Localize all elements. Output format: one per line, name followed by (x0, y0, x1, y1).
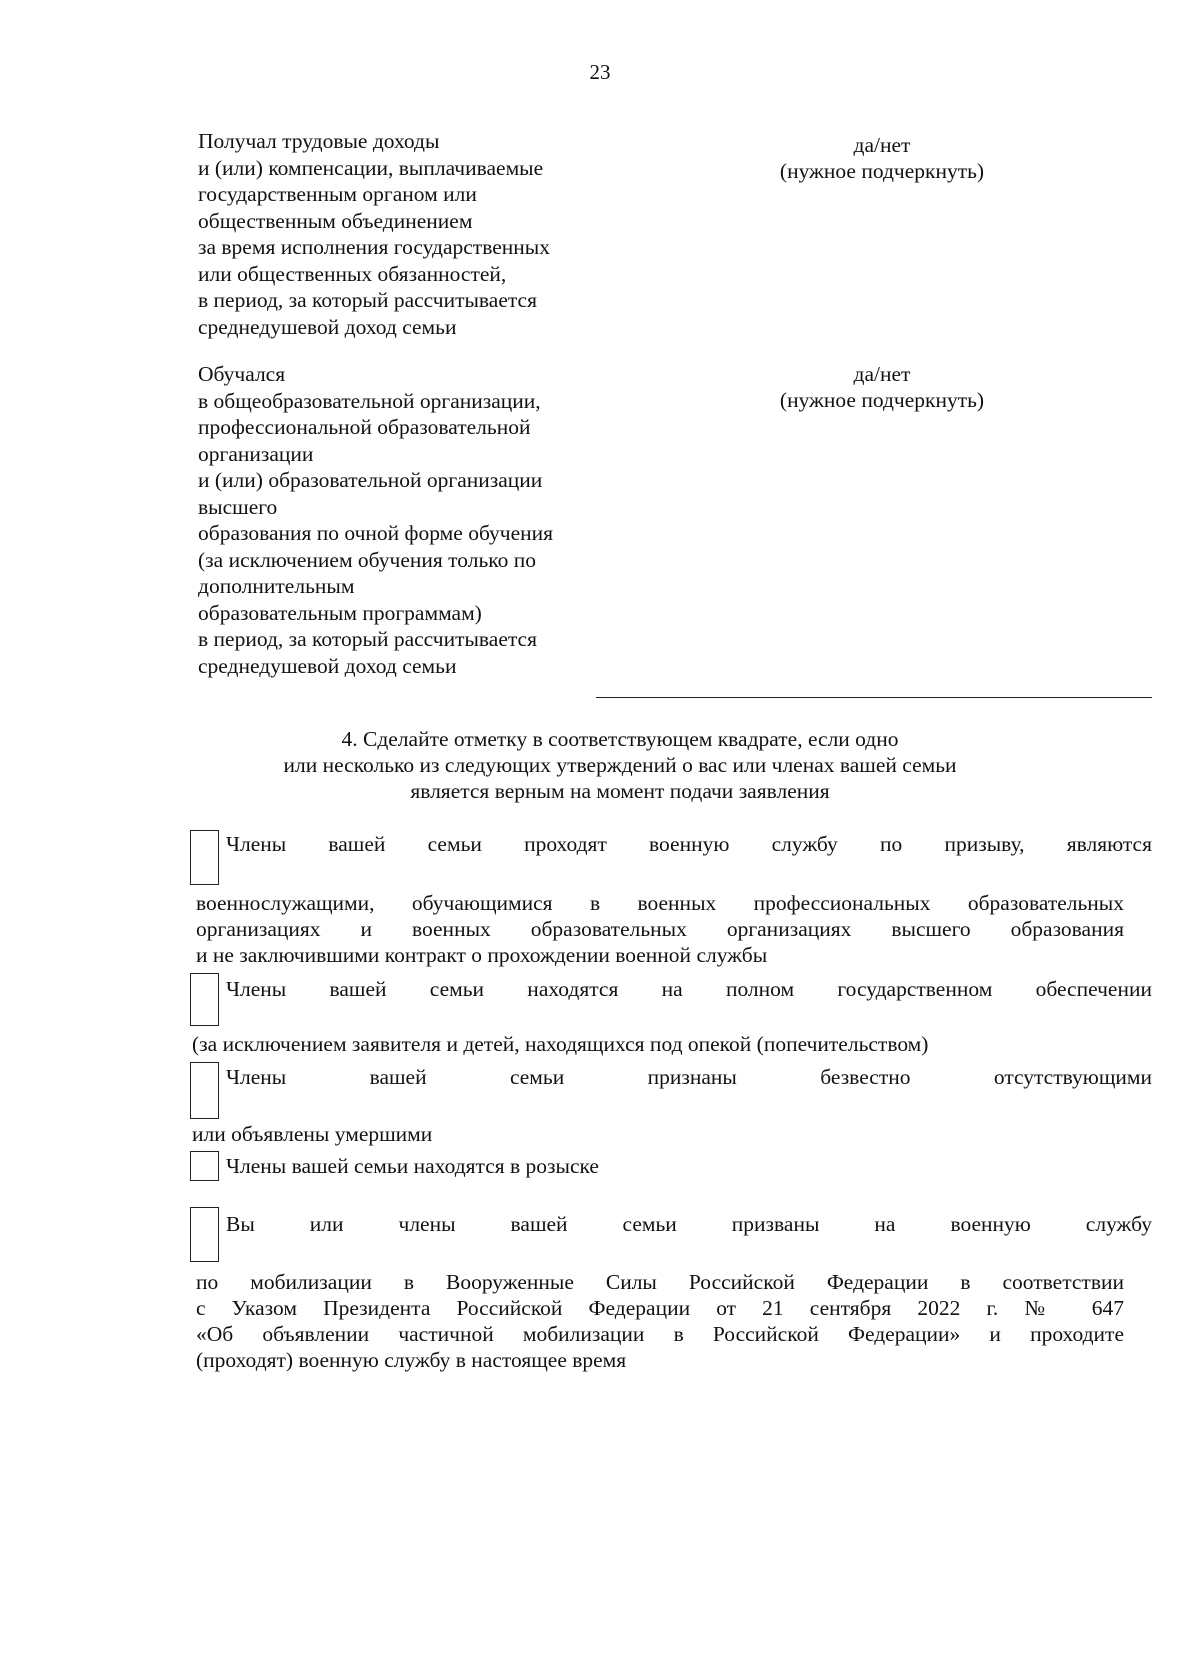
item-3-last-line: или объявлены умершими (192, 1122, 433, 1146)
item-5-continuation-line: «Об объявлении частичной мобилизации в Российской Федерации» и проходите (196, 1322, 1124, 1346)
item-5-continuation-line: по мобилизации в Вооруженные Силы Российской Федерации в соответствии (196, 1270, 1124, 1294)
page-number: 23 (589, 60, 611, 84)
item-2-last-line: (за исключением заявителя и детей, находящихся под опекой (попечительством) (192, 1032, 929, 1056)
item-5-last-line: (проходят) военную службу в настоящее время (196, 1348, 627, 1372)
question-1-answer[interactable]: да/нет (853, 133, 911, 157)
heading-line: является верным на момент подачи заявления (410, 779, 830, 803)
section-divider (596, 697, 1152, 698)
section-4-heading (180, 726, 1060, 804)
item-2-checkbox[interactable] (190, 973, 219, 1026)
heading-line: 4. Сделайте отметку в соответствующем квадрате, если одно (341, 727, 899, 751)
question-2-note: (нужное подчеркнуть) (779, 388, 985, 412)
question-2-text: Обучался в общеобразовательной организации, профессиональной образовательной организации и (или) образовательной организации высшего образования по очной форме обучения (за исключением обучения только по дополнительным образовательным программам) в период, за который рассчитывается среднедушевой доход семьи (198, 362, 554, 678)
item-5-continuation-line: с Указом Президента Российской Федерации от 21 сентября 2022 г. № 647 (196, 1296, 1124, 1320)
question-2-answer-block (732, 361, 1032, 413)
item-5-first-line: Вы или члены вашей семьи призваны на военную службу (226, 1212, 1152, 1236)
item-1-first-line: Члены вашей семьи проходят военную службу по призыву, являются (226, 832, 1152, 856)
question-1-note: (нужное подчеркнуть) (779, 159, 985, 183)
item-4-first-line: Члены вашей семьи находятся в розыске (226, 1154, 599, 1178)
item-1-checkbox[interactable] (190, 830, 219, 885)
question-1-answer-block (732, 132, 1032, 184)
question-2-answer[interactable]: да/нет (853, 362, 911, 386)
item-5-checkbox[interactable] (190, 1207, 219, 1262)
item-3-checkbox[interactable] (190, 1062, 219, 1119)
item-1-continuation-line: военнослужащими, обучающимися в военных профессиональных образовательных (196, 891, 1124, 915)
question-1-text: Получал трудовые доходы и (или) компенсации, выплачиваемые государственным органом или общественным объединением за время исполнения государственных или общественных обязанностей, в период, за который рассчитывается среднедушевой доход семьи (198, 129, 550, 339)
item-1-continuation-line: организациях и военных образовательных организациях высшего образования (196, 917, 1124, 941)
item-1-last-line: и не заключившими контракт о прохождении военной службы (196, 943, 768, 967)
item-2-first-line: Члены вашей семьи находятся на полном государственном обеспечении (226, 977, 1152, 1001)
item-3-first-line: Члены вашей семьи признаны безвестно отсутствующими (226, 1065, 1152, 1089)
item-4-checkbox[interactable] (190, 1151, 219, 1181)
heading-line: или несколько из следующих утверждений о вас или членах вашей семьи (283, 753, 957, 777)
